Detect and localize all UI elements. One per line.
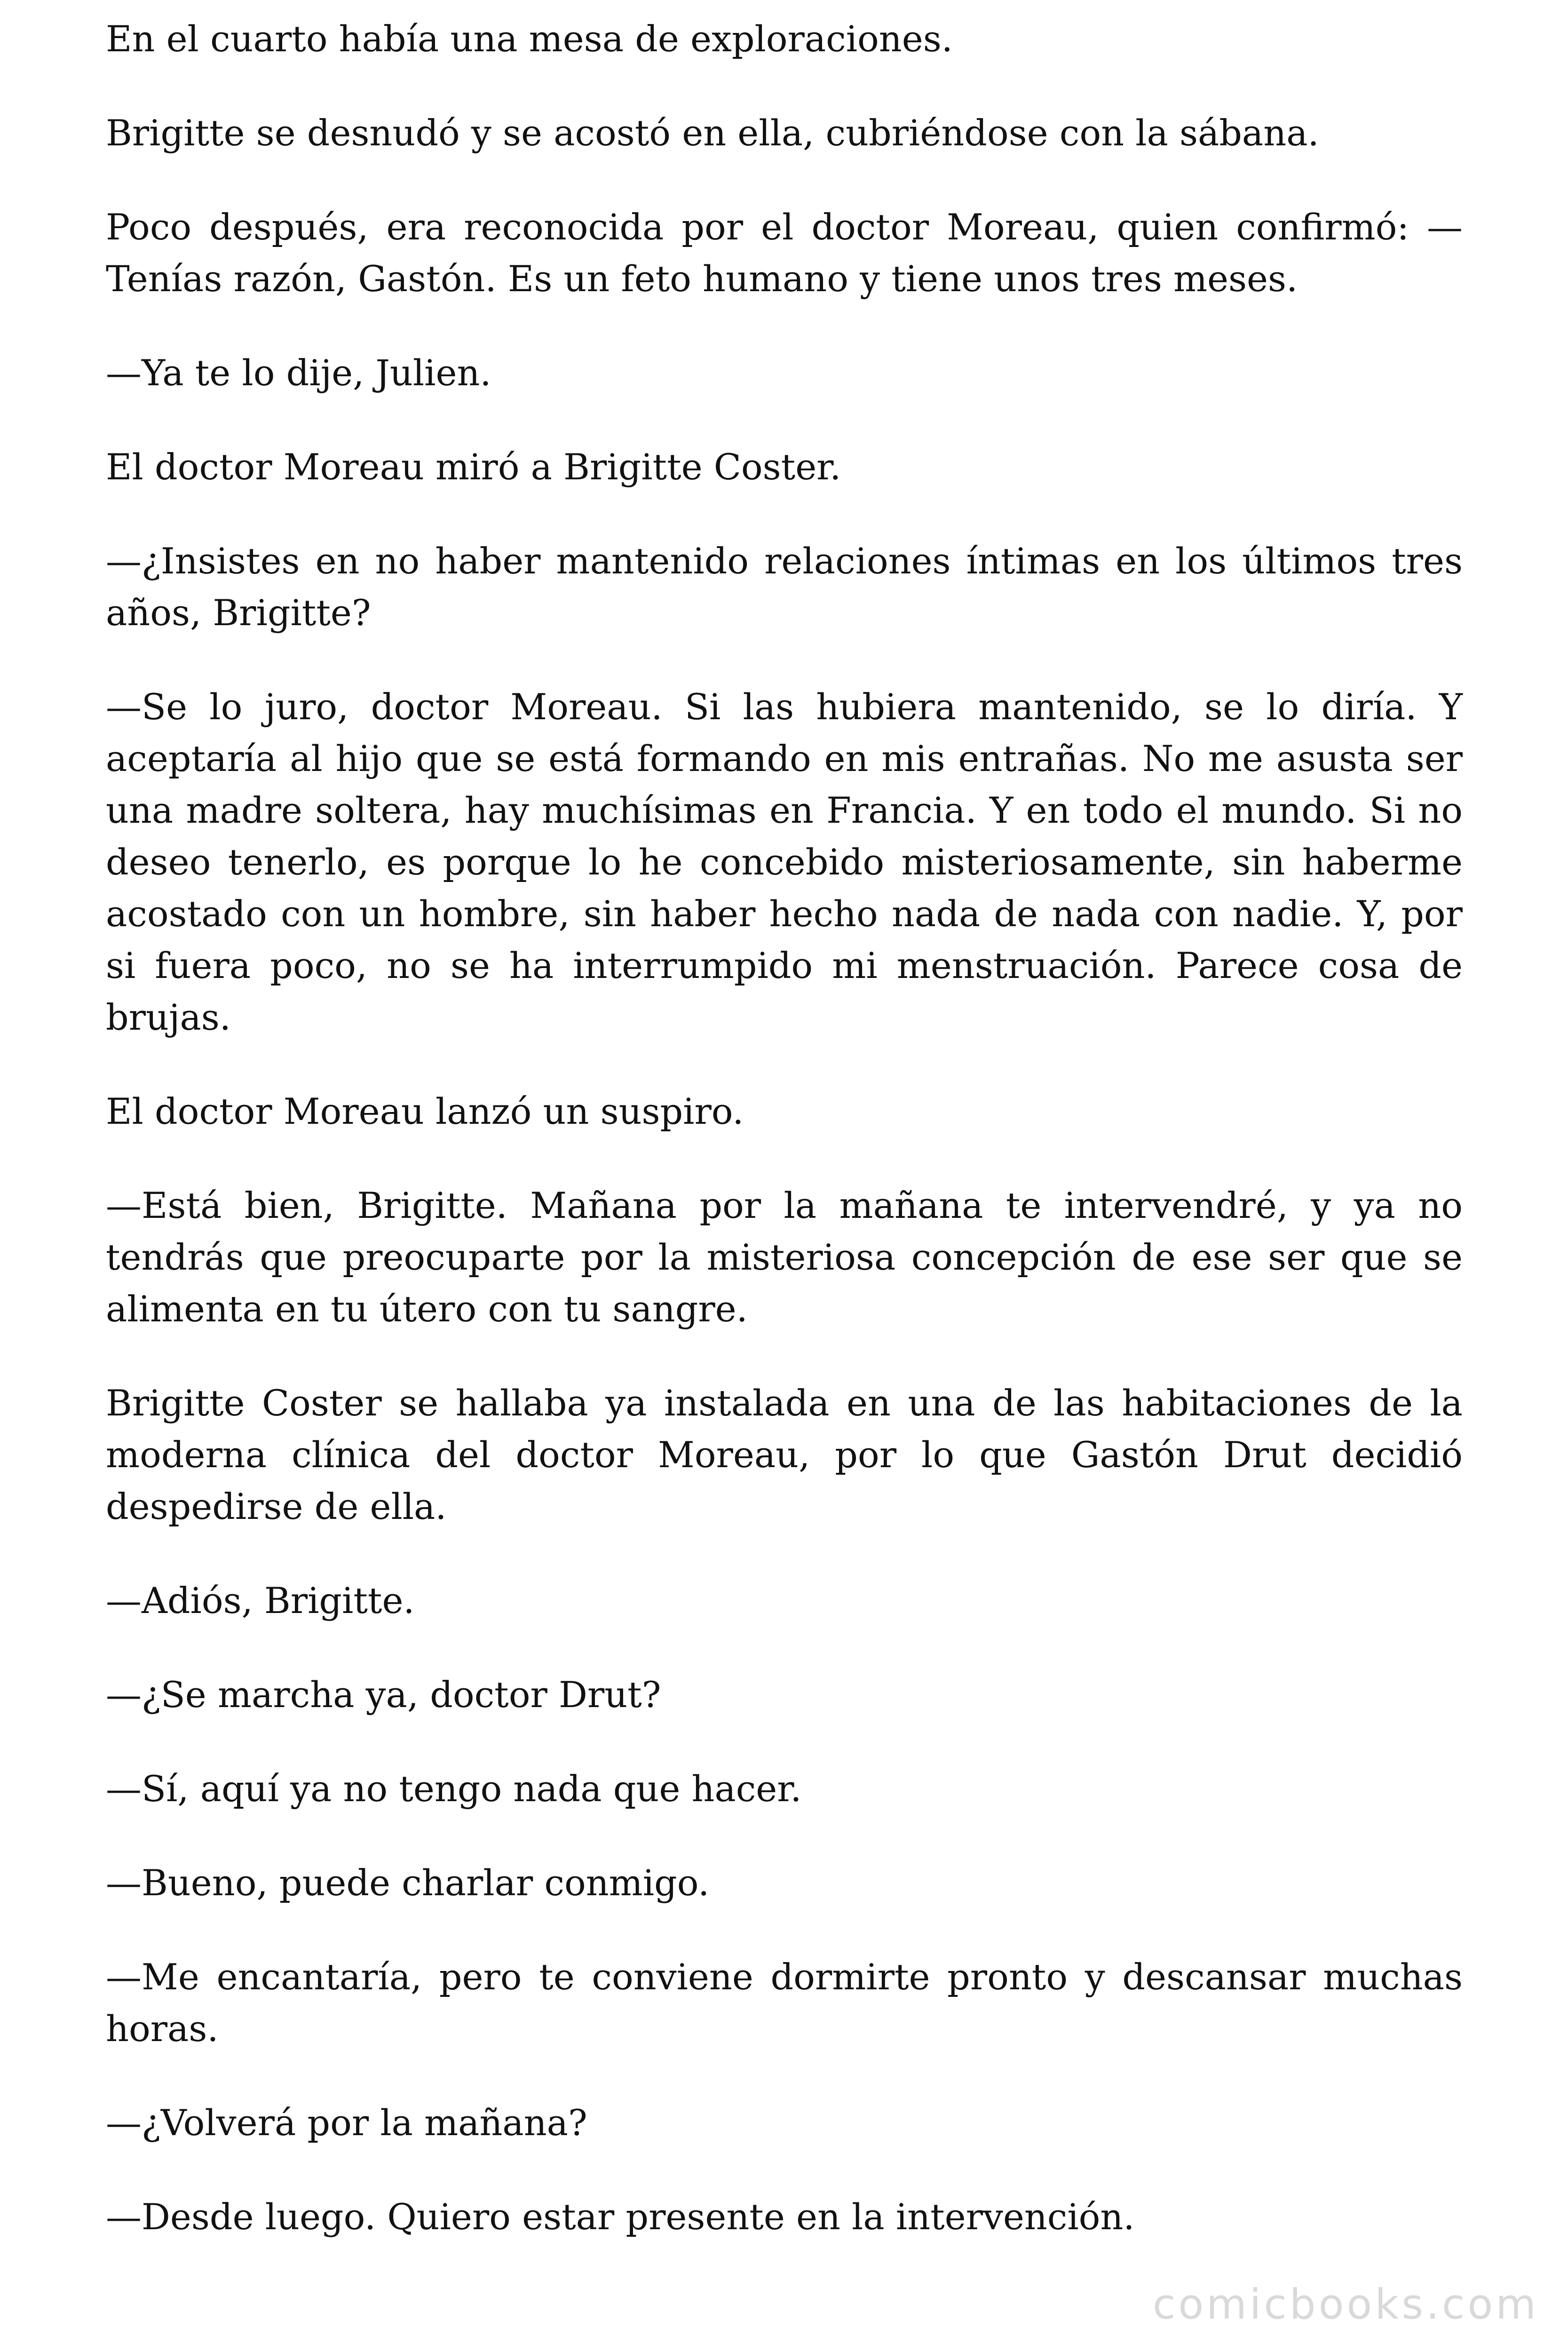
paragraph: Poco después, era reconocida por el doctor Moreau, quien confirmó: —Tenías razón, Gastón. Es un feto humano y tiene unos tres meses. [106, 206, 1463, 300]
paragraph: El doctor Moreau lanzó un suspiro. [106, 1090, 744, 1132]
paragraph: —Se lo juro, doctor Moreau. Si las hubiera mantenido, se lo diría. Y aceptaría al hijo que se está formando en mis entrañas. No me asusta ser una madre soltera, hay muchísimas en Francia. Y en todo el mundo. Si no deseo tenerlo, es porque lo he concebido misteriosamente, sin haberme acostado con un hombre, sin haber hecho nada de nada con nadie. Y, por si fuera poco, no se ha interrumpido mi menstruación. Parece cosa de brujas. [106, 686, 1463, 1038]
paragraph: —¿Insistes en no haber mantenido relaciones íntimas en los últimos tres años, Brigitte? [106, 540, 1463, 634]
paragraph: —Sí, aquí ya no tengo nada que hacer. [106, 1768, 802, 1810]
paragraph: El doctor Moreau miró a Brigitte Coster. [106, 446, 841, 488]
watermark: comicbooks.com [1152, 2280, 1539, 2328]
paragraph: —Ya te lo dije, Julien. [106, 352, 491, 394]
paragraph: —Adiós, Brigitte. [106, 1580, 415, 1621]
paragraph: —¿Volverá por la mañana? [106, 2102, 587, 2144]
page-text [106, 13, 1463, 2285]
paragraph: —Desde luego. Quiero estar presente en la intervención. [106, 2196, 1135, 2238]
paragraph: Brigitte Coster se hallaba ya instalada en una de las habitaciones de la moderna clínica del doctor Moreau, por lo que Gastón Drut decidió despedirse de ella. [106, 1382, 1463, 1527]
paragraph: —Me encantaría, pero te conviene dormirte pronto y descansar muchas horas. [106, 1956, 1463, 2050]
paragraph: —Bueno, puede charlar conmigo. [106, 1862, 710, 1904]
paragraph: Brigitte se desnudó y se acostó en ella, cubriéndose con la sábana. [106, 112, 1319, 154]
paragraph: —¿Se marcha ya, doctor Drut? [106, 1674, 661, 1716]
paragraph: En el cuarto había una mesa de exploraciones. [106, 18, 953, 60]
paragraph: —Está bien, Brigitte. Mañana por la mañana te intervendré, y ya no tendrás que preocuparte por la misteriosa concepción de ese ser que se alimenta en tu útero con tu sangre. [106, 1184, 1463, 1330]
